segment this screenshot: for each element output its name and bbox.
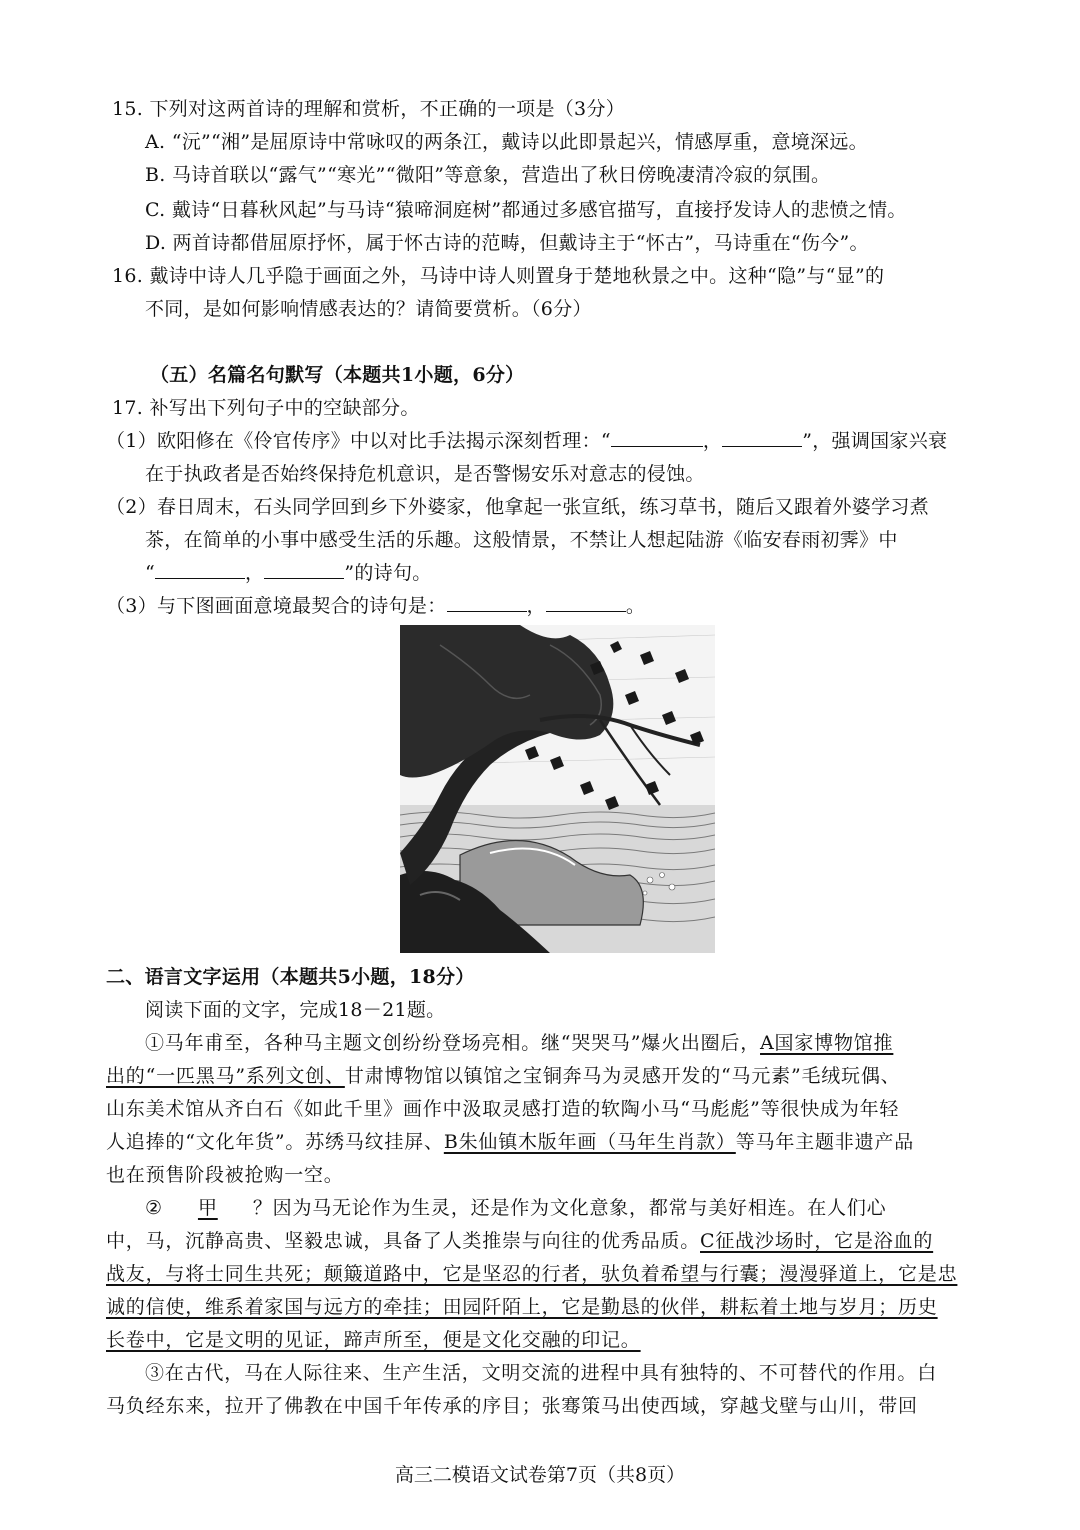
underlined-segment-c: C征战沙场时，它是浴血的 [700, 1230, 934, 1252]
q17-part-3 [106, 591, 645, 621]
q17-part-2-sep: ， [245, 562, 265, 584]
para-1-line-4 [106, 1127, 914, 1157]
answer-blank [722, 428, 802, 447]
open-quote: “ [145, 562, 156, 584]
para-2-line-2 [106, 1226, 933, 1256]
para-2-line-4: 诚的信使，维系着家国与远方的牵挂；田园阡陌上，它是勤恳的伙伴，耕耘着土地与岁月；历史 [106, 1296, 938, 1318]
q17-part-1-text: （1）欧阳修在《伶官传序》中以对比手法揭示深刻哲理：“ [106, 430, 611, 452]
para-2-line-5: 长卷中，它是文明的见证，蹄声所至，便是文化交融的印记。 [106, 1329, 641, 1351]
q17-part-2-line-1: （2）春日周末，石头同学回到乡下外婆家，他拿起一张宣纸，练习草书，随后又跟着外婆学习煮 [106, 496, 929, 518]
para-2-number: ② [145, 1197, 163, 1219]
para-1-text: 等马年主题非遗产品 [735, 1131, 914, 1153]
q17-stem: 17. 补写出下列句子中的空缺部分。 [112, 397, 420, 419]
underlined-segment-a: A国家博物馆推 [760, 1032, 894, 1054]
para-1-line-5: 也在预售阶段被抢购一空。 [106, 1164, 344, 1186]
q16-line-2: 不同，是如何影响情感表达的？请简要赏析。（6分） [145, 298, 592, 320]
underlined-segment-a-cont: 出的“一匹黑马”系列文创、 [106, 1065, 345, 1087]
q16-line-1: 16. 戴诗中诗人几乎隐于画面之外，马诗中诗人则置身于楚地秋景之中。这种“隐”与“显”的 [112, 265, 885, 287]
q17-part-2-line-3 [145, 558, 432, 588]
para-3-line-2: 马负经东来，拉开了佛教在中国千年传承的序目；张骞策马出使西域，穿越戈壁与山川，带回 [106, 1395, 918, 1417]
answer-blank [447, 593, 527, 612]
para-1-line-2 [106, 1061, 900, 1091]
para-1-line-3: 山东美术馆从齐白石《如此千里》画作中汲取灵感打造的软陶小马“马彪彪”等很快成为年轻 [106, 1098, 900, 1120]
q17-part-1-text-end: ”，强调国家兴衰 [802, 430, 948, 452]
q15-option-c: C. 戴诗“日暮秋风起”与马诗“猿啼洞庭树”都通过多感官描写，直接抒发诗人的悲愤之情。 [145, 199, 907, 221]
para-1-text: ①马年甫至，各种马主题文创纷纷登场亮相。继“哭哭马”爆火出圈后， [145, 1032, 761, 1054]
q15-option-d: D. 两首诗都借屈原抒怀，属于怀古诗的范畴，但戴诗主于“怀古”，马诗重在“伤今”。 [145, 232, 869, 254]
q17-part-2-end: ”的诗句。 [344, 562, 432, 584]
page-footer: 高三二模语文试卷第7页（共8页） [394, 1464, 686, 1486]
answer-blank [611, 428, 703, 447]
q15-option-b: B. 马诗首联以“露气”“寒光”“微阳”等意象，营造出了秋日傍晚凄清冷寂的氛围。 [145, 164, 831, 186]
q17-part-3-sep: ， [526, 595, 546, 617]
section-2-heading: 二、语言文字运用（本题共5小题，18分） [106, 966, 475, 988]
para-3-line-1: ③在古代，马在人际往来、生产生活，文明交流的进程中具有独特的、不可替代的作用。白 [145, 1362, 938, 1384]
answer-blank [264, 560, 344, 579]
para-2-line-1 [145, 1193, 886, 1223]
q17-part-3-text: （3）与下图画面意境最契合的诗句是： [106, 595, 447, 617]
q15-option-a: A. “沅”“湘”是屈原诗中常咏叹的两条江，戴诗以此即景起兴，情感厚重，意境深远。 [145, 131, 868, 153]
q17-part-1-line-2: 在于执政者是否始终保持危机意识，是否警惕安乐对意志的侵蚀。 [145, 463, 705, 485]
reading-intro: 阅读下面的文字，完成18－21题。 [145, 999, 446, 1021]
q15-stem: 15. 下列对这两首诗的理解和赏析，不正确的一项是（3分） [112, 98, 626, 120]
blank-jia: 甲 [197, 1197, 218, 1219]
answer-blank [546, 593, 626, 612]
underlined-segment-b: B朱仙镇木版年画（马年生肖款） [443, 1131, 736, 1153]
q17-part-1-sep: ， [702, 430, 723, 452]
q17-part-1 [106, 426, 947, 456]
para-1-text: 人追捧的“文化年货”。苏绣马纹挂屏、 [106, 1131, 444, 1153]
para-2-text: ？因为马无论作为生灵，还是作为文化意象，都常与美好相连。在人们心 [252, 1197, 887, 1219]
q17-part-2-line-2: 茶，在简单的小事中感受生活的乐趣。这般情景，不禁让人想起陆游《临安春雨初霁》中 [145, 529, 898, 551]
para-2-text: 中，马，沉静高贵、坚毅忠诚，具备了人类推崇与向往的优秀品质。 [106, 1230, 701, 1252]
para-1-line-1 [145, 1028, 893, 1058]
answer-blank [155, 560, 245, 579]
para-2-line-3: 战友，与将士同生共死；颠簸道路中，它是坚忍的行者，驮负着希望与行囊；漫漫驿道上，它是忠 [106, 1263, 958, 1285]
q17-part-3-end: 。 [625, 595, 646, 617]
para-1-text: 甘肃博物馆以镇馆之宝铜奔马为灵感开发的“马元素”毛绒玩偶、 [344, 1065, 901, 1087]
section-5-heading: （五）名篇名句默写（本题共1小题，6分） [150, 364, 525, 386]
autumn-tree-waves-illustration [400, 625, 715, 953]
